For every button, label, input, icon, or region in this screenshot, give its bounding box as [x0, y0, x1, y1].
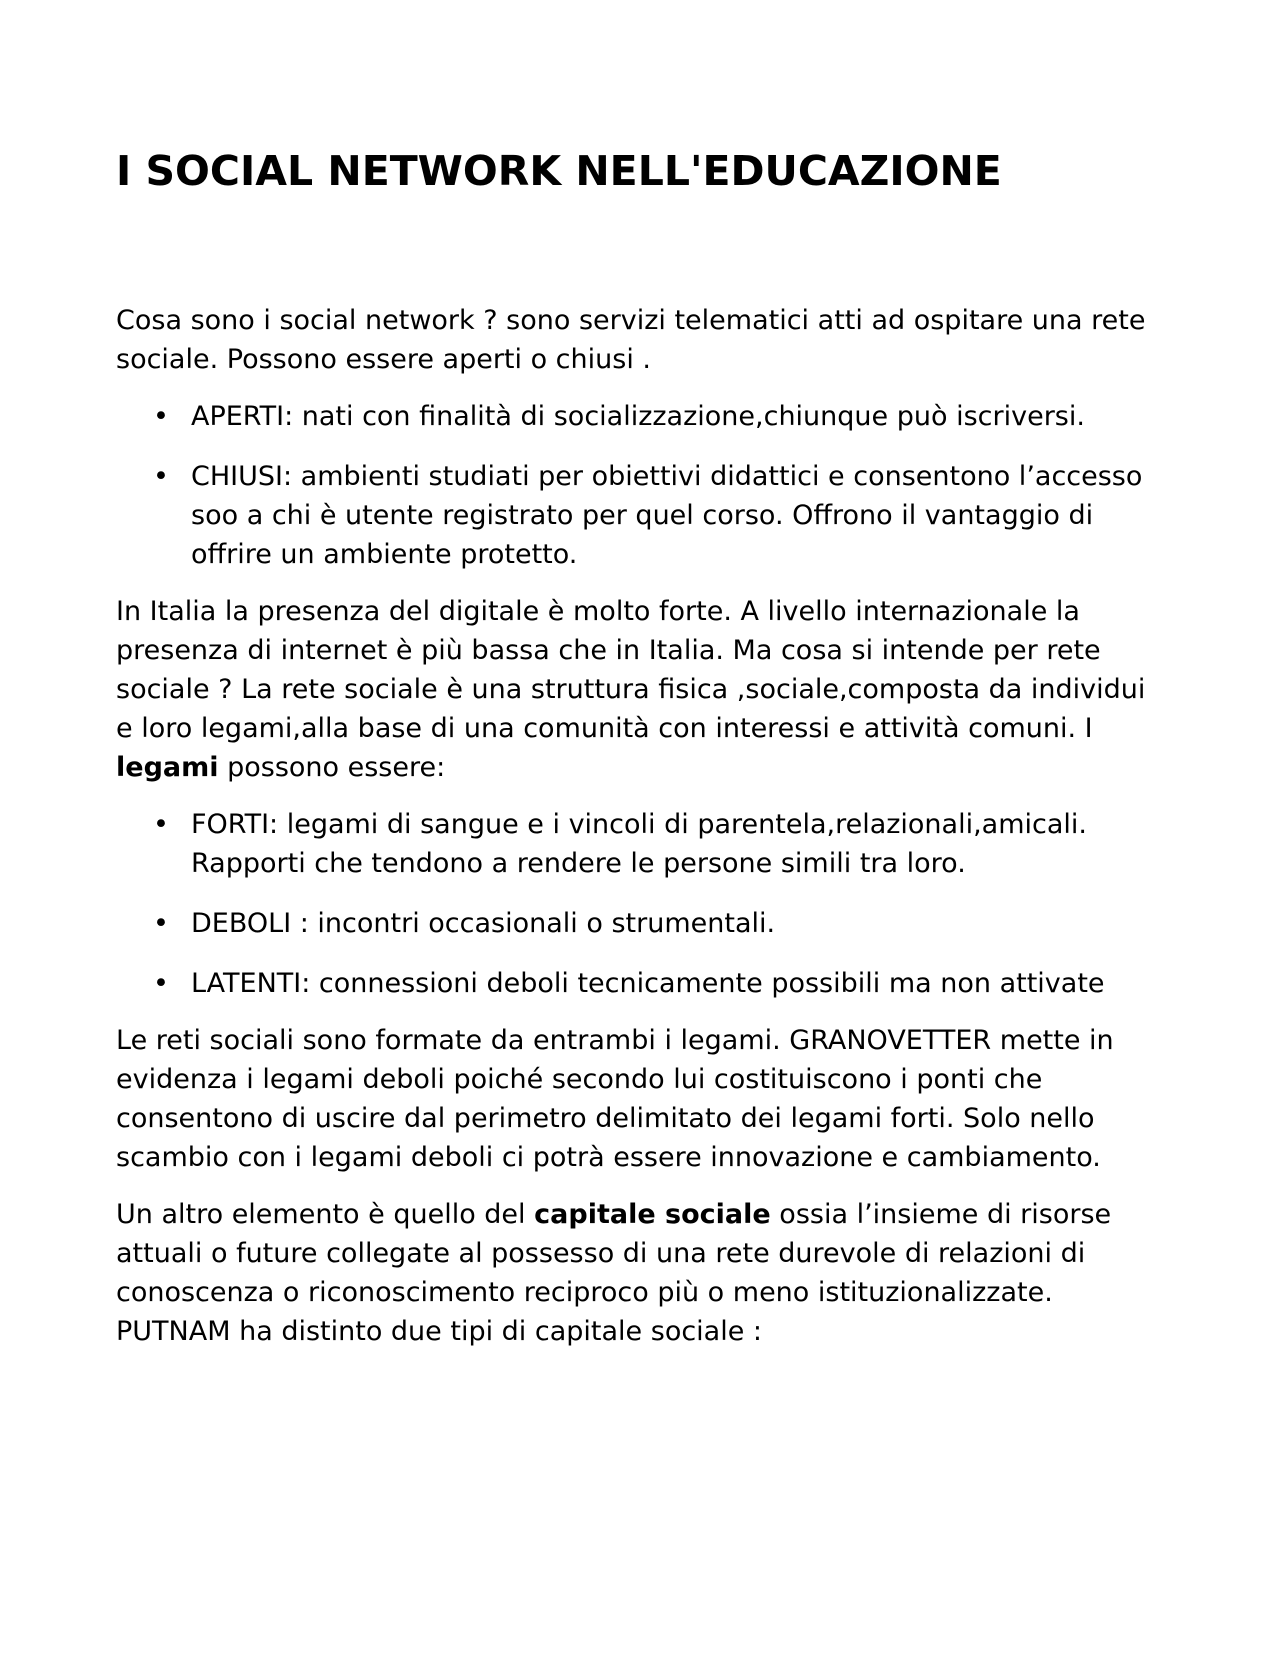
list-item-latenti	[153, 964, 1164, 1003]
italia-text-after: possono essere:	[218, 752, 446, 783]
open-closed-list	[116, 397, 1164, 574]
list-item-aperti	[153, 397, 1164, 436]
bullet-icon: •	[153, 968, 169, 999]
bullet-icon: •	[153, 401, 169, 432]
capitale-bold-term: capitale sociale	[534, 1199, 771, 1230]
page-title: I SOCIAL NETWORK NELL'EDUCAZIONE	[116, 147, 1002, 195]
italia-paragraph	[116, 592, 1164, 787]
list-item-chiusi	[153, 457, 1164, 574]
list-item-text: CHIUSI: ambienti studiati per obiettivi didattici e consentono l’accesso soo a chi è utente registrato per quel corso. Offrono il vantaggio di offrire un ambiente protetto.	[191, 461, 1143, 570]
capitale-text-before: Un altro elemento è quello del	[116, 1199, 535, 1230]
italia-text-before: In Italia la presenza del digitale è molto forte. A livello internazionale la presenza di internet è più bassa che in Italia. Ma cosa si intende per rete sociale ? La rete sociale è una struttura fisica ,sociale,composta da individui e loro legami,alla base di una comunità con interessi e attività comuni. I	[116, 596, 1146, 744]
list-item-forti	[153, 805, 1164, 883]
capitale-text-after: ossia l’insieme di risorse attuali o future collegate al possesso di una rete durevole di relazioni di conoscenza o riconoscimento reciproco più o meno istituzionalizzate. PUTNAM ha distinto due tipi di capitale sociale :	[116, 1199, 1112, 1347]
intro-paragraph: Cosa sono i social network ? sono servizi telematici atti ad ospitare una rete sociale. Possono essere aperti o chiusi .	[116, 305, 1146, 375]
reti-paragraph: Le reti sociali sono formate da entrambi i legami. GRANOVETTER mette in evidenza i legami deboli poiché secondo lui costituiscono i ponti che consentono di uscire dal perimetro delimitato dei legami forti. Solo nello scambio con i legami deboli ci potrà essere innovazione e cambiamento.	[116, 1025, 1114, 1173]
bullet-icon: •	[153, 461, 169, 492]
list-item-deboli	[153, 904, 1164, 943]
bullet-icon: •	[153, 809, 169, 840]
italia-bold-term: legami	[116, 752, 219, 783]
ties-list	[116, 805, 1164, 1003]
list-item-text: FORTI: legami di sangue e i vincoli di parentela,relazionali,amicali. Rapporti che tendono a rendere le persone simili tra loro.	[191, 809, 1087, 879]
list-item-text: LATENTI: connessioni deboli tecnicamente possibili ma non attivate	[191, 968, 1105, 999]
list-item-text: DEBOLI : incontri occasionali o strumentali.	[191, 908, 776, 939]
capitale-paragraph	[116, 1195, 1164, 1351]
bullet-icon: •	[153, 908, 169, 939]
list-item-text: APERTI: nati con finalità di socializzazione,chiunque può iscriversi.	[191, 401, 1085, 432]
